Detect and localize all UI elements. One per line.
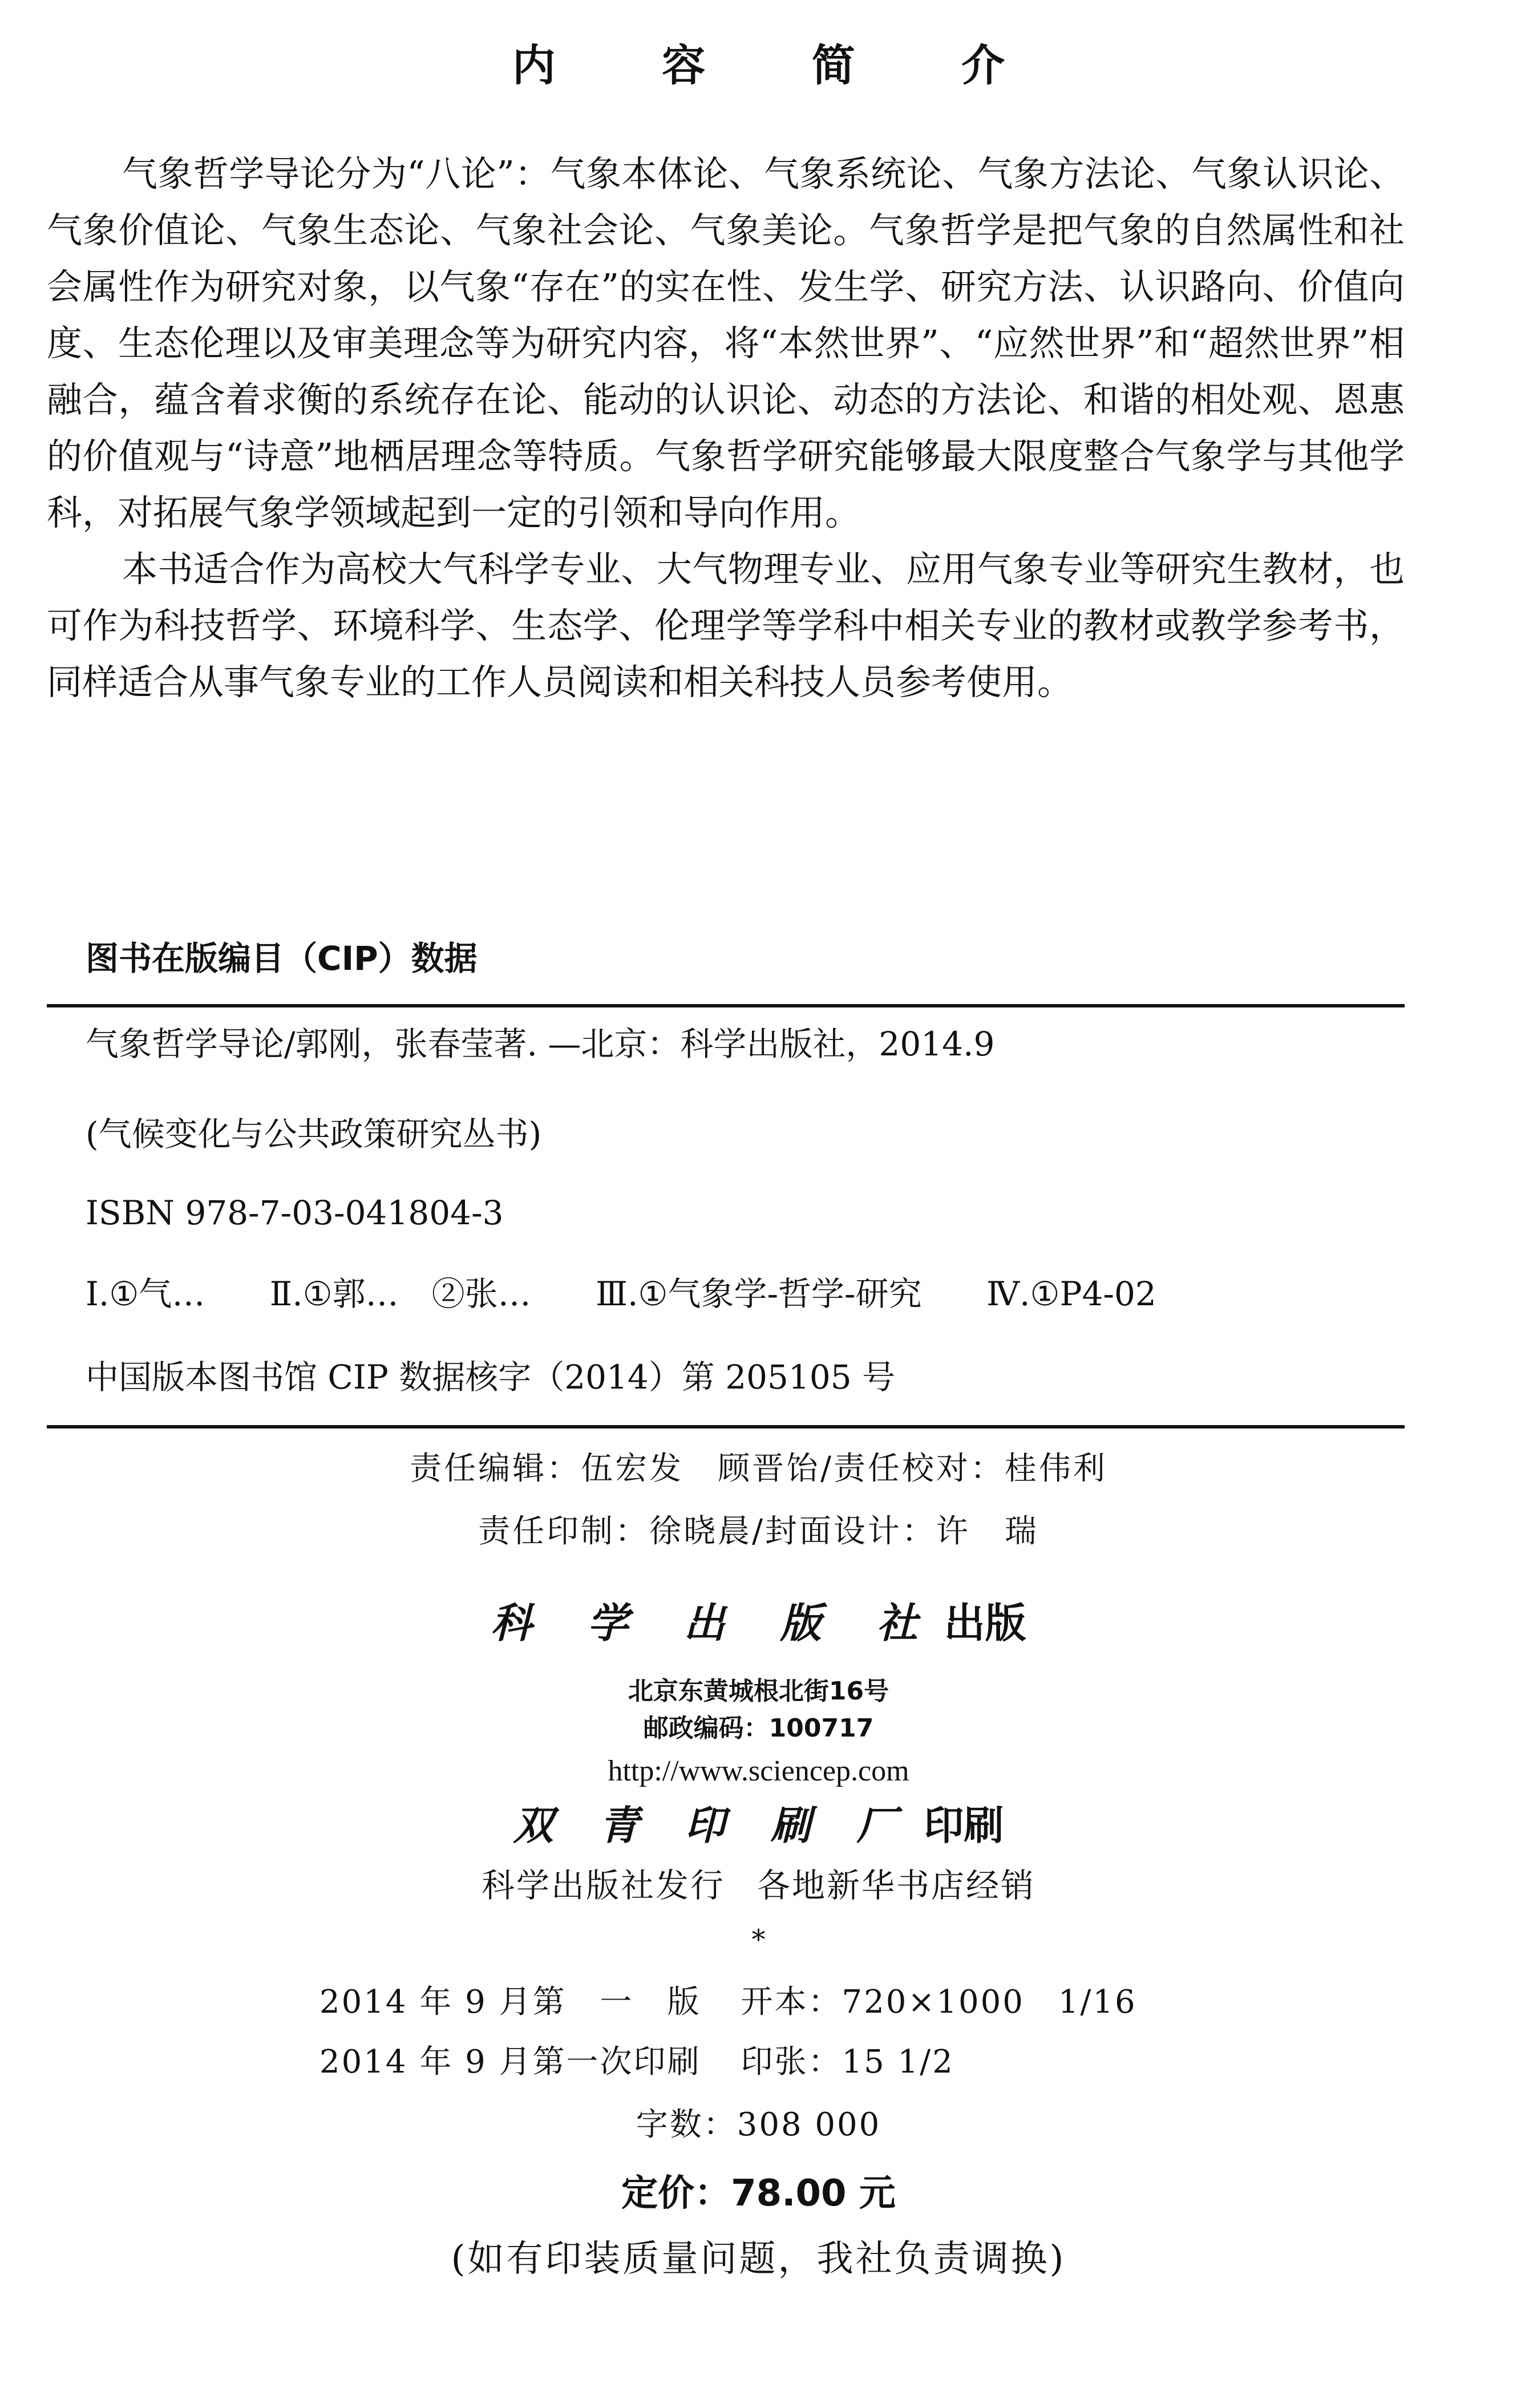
- publisher-url: http://www.sciencep.com: [608, 1755, 909, 1787]
- quality-notice: (如有印装质量问题，我社负责调换): [451, 2238, 1066, 2280]
- first-edition: 2014 年 9 月第 一 版: [319, 1984, 701, 2021]
- intro-paragraph-1: 气象哲学导论分为“八论”：气象本体论、气象系统论、气象方法论、气象认识论、气象价值论、气象生态论、气象社会论、气象美论。气象哲学是把气象的自然属性和社会属性作为研究对象，以气象“存在”的实在性、发生学、研究方法、认识路向、价值向度、生态伦理以及审美理念等为研究内容，将“本然世界”、“应然世界”和“超然世界”相融合，蕴含着求衡的系统存在论、能动的认识论、动态的方法论、和谐的相处观、恩惠的价值观与“诗意”地栖居理念等特质。气象哲学研究能够最大限度整合气象学与其他学科，对拓展气象学领域起到一定的引领和导向作用。: [47, 153, 1405, 533]
- price: 定价：78.00 元: [621, 2172, 896, 2215]
- cip-series: (气候变化与公共政策研究丛书): [86, 1115, 542, 1154]
- introduction: [47, 145, 1405, 710]
- printer-action: 印刷: [924, 1802, 1004, 1849]
- editor-credits: 责任编辑：伍宏发 顾晋饴/责任校对：桂伟利: [410, 1450, 1107, 1487]
- page-title: 内 容 简 介: [512, 40, 1051, 91]
- intro-paragraph-2: 本书适合作为高校大气科学专业、大气物理专业、应用气象专业等研究生教材，也可作为科技哲学、环境科学、生态学、伦理学等学科中相关专业的教材或教学参考书，同样适合从事气象专业的工作人员阅读和相关科技人员参考使用。: [47, 548, 1405, 703]
- first-printing: 2014 年 9 月第一次印刷: [319, 2043, 701, 2081]
- divider-mark: *: [751, 1924, 766, 1956]
- publisher-name: 科 学 出 版 社: [491, 1598, 938, 1647]
- cip-classification: [86, 1271, 1211, 1317]
- classification-item: Ⅲ.①气象学-哲学-研究: [596, 1274, 922, 1313]
- cip-header: 图书在版编目（CIP）数据: [86, 939, 478, 978]
- distribution-line: [0, 1863, 1517, 1908]
- classification-item: Ⅳ.①P4-02: [986, 1274, 1156, 1313]
- cip-isbn: ISBN 978-7-03-041804-3: [86, 1193, 504, 1232]
- printer-line: [0, 1797, 1517, 1854]
- publisher-line: [0, 1594, 1517, 1652]
- printed-sheets: 印张：15 1/2: [741, 2043, 954, 2081]
- edition-line: [319, 1980, 1137, 2025]
- cip-top-rule: [47, 1004, 1405, 1007]
- publisher-action: 出版: [944, 1598, 1026, 1647]
- retailer: 各地新华书店经销: [757, 1866, 1036, 1905]
- issuer: 科学出版社发行: [481, 1866, 725, 1905]
- book-format: 开本：720×1000 1/16: [741, 1984, 1137, 2021]
- publisher-postal-code: 邮政编码：100717: [643, 1714, 874, 1743]
- cip-entry: 气象哲学导论/郭刚，张春莹著. —北京：科学出版社，2014.9: [86, 1025, 995, 1063]
- cip-library-record: 中国版本图书馆 CIP 数据核字（2014）第 205105 号: [86, 1358, 896, 1397]
- production-credits: 责任印制：徐晓晨/封面设计：许 瑞: [478, 1513, 1039, 1550]
- cip-bottom-rule: [47, 1425, 1405, 1428]
- word-count: 字数：308 000: [636, 2106, 881, 2143]
- publisher-address: 北京东黄城根北街16号: [628, 1677, 889, 1706]
- printer-name: 双 青 印 刷 厂: [513, 1802, 913, 1849]
- printing-line: [319, 2039, 954, 2085]
- classification-item: Ⅱ.①郭… ②张…: [269, 1274, 531, 1313]
- classification-item: Ⅰ.①气…: [86, 1274, 205, 1313]
